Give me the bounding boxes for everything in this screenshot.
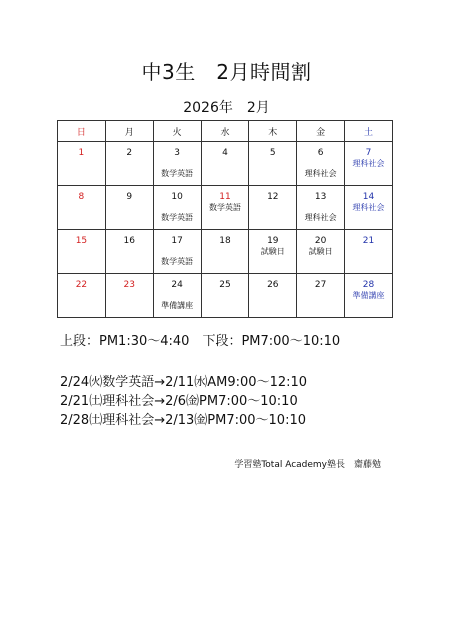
calendar-day-cell [201,186,249,230]
weekday-wed: 水 [201,121,249,142]
calendar-day-cell [58,230,106,274]
day-number: 5 [269,148,276,158]
day-number: 3 [174,148,180,158]
day-number: 24 [171,280,183,290]
weekday-mon: 月 [105,121,153,142]
calendar-week-row [58,230,393,274]
calendar-day-cell [345,230,393,274]
lower-session-label: 理科社会 [304,169,337,178]
change-line: 2/24㈫数学英語→2/11㈬AM9:00～12:10 [60,375,308,390]
weekday-thu: 木 [249,121,297,142]
signature: 学習塾Total Academy塾長 齋藤勉 [234,460,381,470]
upper-session-label: 理科社会 [352,159,385,168]
calendar-day-cell [153,230,201,274]
calendar-day-cell [249,274,297,318]
day-number: 17 [171,236,183,246]
upper-session-label: 試験日 [260,247,285,256]
day-number: 19 [267,236,279,246]
day-number: 7 [365,148,372,158]
calendar-day-cell [345,142,393,186]
day-number: 22 [75,280,88,290]
upper-session-label: 理科社会 [352,203,385,212]
calendar-day-cell [297,186,345,230]
month-label: 2026年 2月 [183,100,270,116]
calendar-day-cell [58,186,106,230]
day-number: 16 [123,236,135,246]
schedule-changes [60,373,307,430]
calendar-day-cell [58,274,106,318]
day-number: 2 [126,148,133,158]
session-times: 上段：PM1:30～4:40 下段：PM7:00～10:10 [60,334,341,349]
calendar-day-cell [201,230,249,274]
calendar-day-cell [105,142,153,186]
day-number: 13 [314,192,327,202]
day-number: 25 [219,280,231,290]
lower-session-label: 数学英語 [161,169,194,178]
calendar-day-cell [58,142,106,186]
day-number: 23 [123,280,135,290]
page-title: 中3生 2月時間割 [141,60,312,84]
calendar-day-cell [105,230,153,274]
calendar-table [57,120,393,318]
day-number: 18 [219,236,231,246]
day-number: 9 [126,192,133,202]
lower-session-label: 数学英語 [161,213,194,222]
calendar-day-cell [201,274,249,318]
calendar-day-cell [105,186,153,230]
upper-session-label: 数学英語 [208,203,241,212]
calendar-day-cell [297,230,345,274]
weekday-sun: 日 [58,121,106,142]
calendar-day-cell [297,274,345,318]
lower-session-label: 理科社会 [304,213,337,222]
calendar-day-cell [153,142,201,186]
calendar-day-cell [249,186,297,230]
upper-session-label: 準備講座 [352,291,385,300]
calendar-day-cell [249,142,297,186]
day-number: 4 [222,148,228,158]
day-number: 1 [78,148,85,158]
weekday-sat: 土 [345,121,393,142]
calendar-day-cell [153,274,201,318]
day-number: 12 [267,192,279,202]
calendar-day-cell [345,274,393,318]
day-number: 28 [362,280,375,290]
calendar-week-row [58,142,393,186]
calendar-day-cell [249,230,297,274]
day-number: 15 [75,236,88,246]
day-number: 14 [362,192,375,202]
calendar-day-cell [201,142,249,186]
day-number: 26 [267,280,279,290]
calendar-week-row [58,274,393,318]
calendar-day-cell [297,142,345,186]
day-number: 27 [314,280,327,290]
day-number: 11 [219,192,231,202]
upper-session-label: 試験日 [308,247,333,256]
day-number: 10 [171,192,183,202]
weekday-fri: 金 [297,121,345,142]
calendar-day-cell [105,274,153,318]
weekday-header-row [58,121,393,142]
day-number: 20 [314,236,327,246]
lower-session-label: 数学英語 [161,257,194,266]
day-number: 21 [362,236,375,246]
day-number: 6 [317,148,324,158]
calendar-week-row [58,186,393,230]
change-line: 2/21㈯理科社会→2/6㈮PM7:00～10:10 [60,394,298,409]
lower-session-label: 準備講座 [161,301,194,310]
calendar-day-cell [153,186,201,230]
change-line: 2/28㈯理科社会→2/13㈮PM7:00～10:10 [60,413,306,428]
calendar-day-cell [345,186,393,230]
day-number: 8 [78,192,85,202]
weekday-tue: 火 [153,121,201,142]
